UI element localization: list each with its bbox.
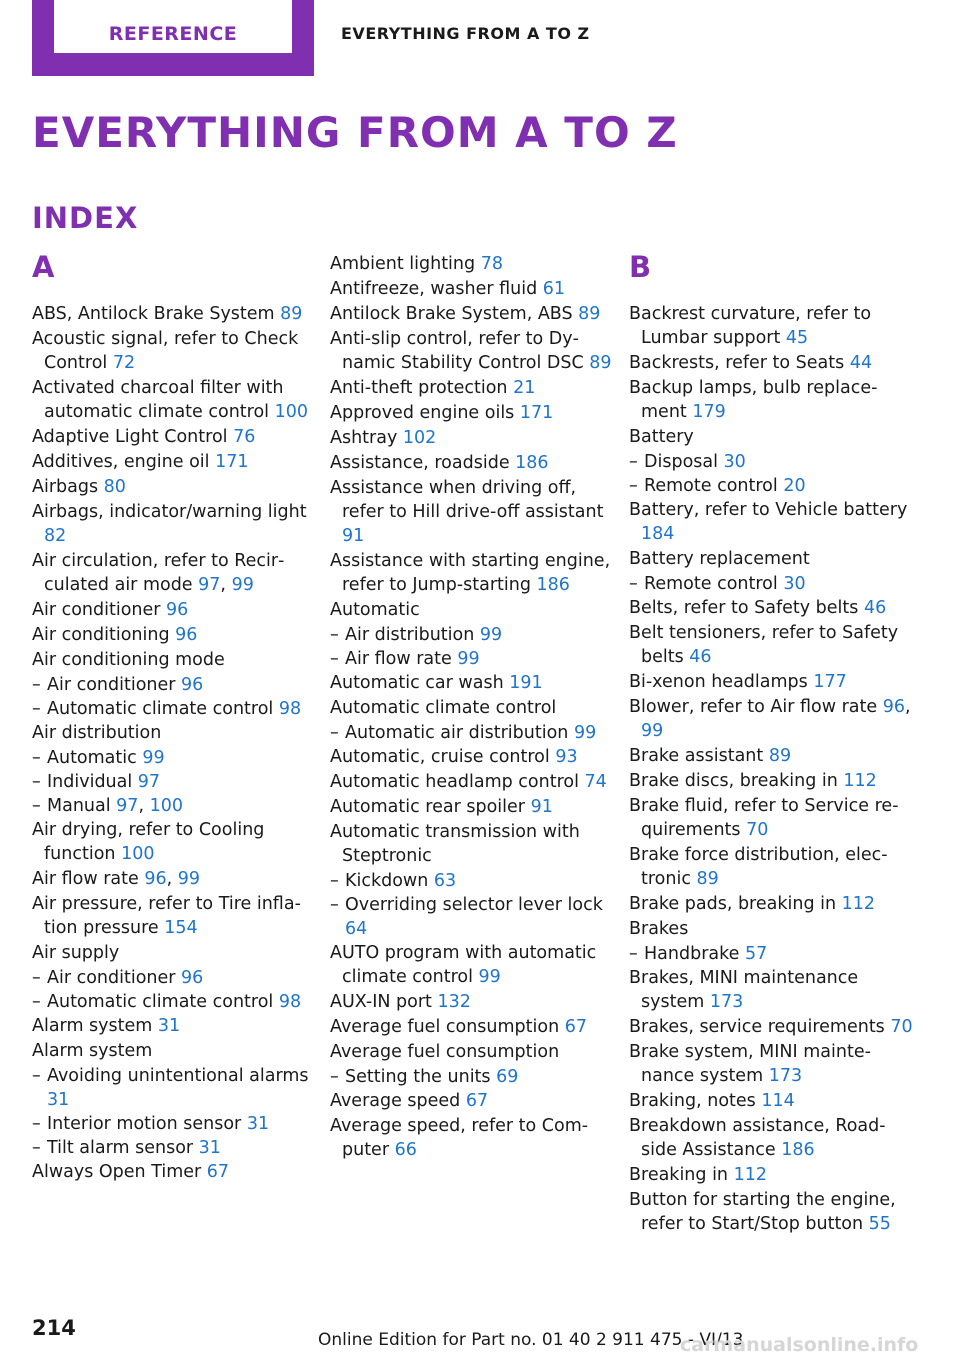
entry-text: AUX-IN port xyxy=(330,992,438,1012)
page-link[interactable]: 63 xyxy=(433,871,457,891)
entry-text: Remote control xyxy=(644,476,784,496)
dash-marker: – xyxy=(330,1067,339,1087)
page-link[interactable]: 67 xyxy=(564,1017,588,1037)
entry-text: Automatic xyxy=(330,600,420,620)
index-letter-heading: B xyxy=(629,250,652,284)
index-entry xyxy=(629,547,915,571)
edition-footer: Online Edition for Part no. 01 40 2 911 475 - VI/13 xyxy=(318,1330,744,1350)
page-link[interactable]: 76 xyxy=(233,427,256,447)
page-link[interactable]: 80 xyxy=(103,477,126,497)
page-link[interactable]: 89 xyxy=(696,869,719,889)
index-entry xyxy=(629,498,915,546)
dash-marker: – xyxy=(32,1066,41,1086)
page-link[interactable]: 46 xyxy=(689,647,712,667)
entry-text: Air conditioner xyxy=(32,600,167,620)
page-link[interactable]: 91 xyxy=(342,526,365,546)
entry-text: Airbags xyxy=(32,477,104,497)
entry-text: Automatic climate control xyxy=(47,699,279,719)
index-subentry xyxy=(32,1112,318,1136)
page-link[interactable]: 82 xyxy=(44,526,67,546)
index-entry xyxy=(32,623,318,647)
entry-text: Manual xyxy=(47,796,117,816)
index-entry xyxy=(629,670,915,694)
page-link[interactable]: 66 xyxy=(394,1140,417,1160)
entry-text: Assistance, roadside xyxy=(330,453,516,473)
entry-text: Setting the units xyxy=(345,1067,497,1087)
entry-text: Air conditioner xyxy=(47,968,182,988)
entry-text: Alarm system xyxy=(32,1041,153,1061)
dash-marker: – xyxy=(330,895,339,915)
index-entry xyxy=(330,696,616,720)
page-link[interactable]: 31 xyxy=(47,1090,70,1110)
page-link[interactable]: 100 xyxy=(121,844,155,864)
entry-text: Automatic climate control xyxy=(330,698,557,718)
index-entry xyxy=(629,1089,915,1113)
entry-text: Additives, engine oil xyxy=(32,452,216,472)
entry-text: Brake fluid, refer to Service requirements xyxy=(629,796,899,840)
index-entry xyxy=(330,451,616,475)
index-entry xyxy=(32,721,318,745)
index-entry xyxy=(330,1114,616,1162)
entry-text: Approved engine oils xyxy=(330,403,520,423)
index-heading: INDEX xyxy=(32,201,139,235)
index-entry xyxy=(32,376,318,424)
page-link[interactable]: 112 xyxy=(841,894,876,914)
index-subentry xyxy=(32,794,318,818)
index-entry xyxy=(32,425,318,449)
page-link[interactable]: 91 xyxy=(530,797,553,817)
page-link[interactable]: 44 xyxy=(849,353,873,373)
entry-text: Battery replacement xyxy=(629,549,810,569)
index-entry xyxy=(330,426,616,450)
entry-text: Average fuel consumption xyxy=(330,1042,560,1062)
index-entry xyxy=(32,867,318,891)
page-link[interactable]: 114 xyxy=(761,1091,795,1111)
entry-text: Air circulation, refer to Recirculated air mode xyxy=(32,551,285,595)
entry-text: Air conditioning xyxy=(32,625,176,645)
dash-marker: – xyxy=(32,675,41,695)
page-link[interactable]: 99 xyxy=(573,723,597,743)
entry-text: Airbags, indicator/warning light xyxy=(32,502,307,522)
index-entry xyxy=(32,1014,318,1038)
page-link[interactable]: 99 xyxy=(479,625,503,645)
page-link[interactable]: 89 xyxy=(768,746,792,766)
index-entry xyxy=(330,376,616,400)
index-entry xyxy=(330,252,616,276)
page-link[interactable]: 96 xyxy=(181,968,204,988)
header-section-title: EVERYTHING FROM A TO Z xyxy=(341,24,590,43)
entry-text: Automatic xyxy=(47,748,143,768)
page-separator: , xyxy=(904,697,911,717)
index-subentry xyxy=(330,893,616,941)
index-entry xyxy=(629,596,915,620)
index-subentry xyxy=(32,966,318,990)
index-entry xyxy=(629,376,915,424)
index-letter-heading: A xyxy=(32,250,55,284)
page-separator: , xyxy=(138,796,150,816)
entry-text: Automatic headlamp control xyxy=(330,772,585,792)
page-link[interactable]: 67 xyxy=(465,1091,489,1111)
page-link[interactable]: 191 xyxy=(509,673,543,693)
index-entry xyxy=(629,966,915,1014)
page-link[interactable]: 99 xyxy=(142,748,165,768)
page-link[interactable]: 74 xyxy=(584,772,607,792)
page-link[interactable]: 100 xyxy=(149,796,183,816)
index-entry xyxy=(330,277,616,301)
entry-text: Air supply xyxy=(32,943,120,963)
index-column-2 xyxy=(330,252,616,1163)
dash-marker: – xyxy=(330,649,339,669)
entry-text: Brakes, MINI maintenance system xyxy=(629,968,859,1012)
page-link[interactable]: 70 xyxy=(746,820,769,840)
index-entry xyxy=(32,1039,318,1063)
entry-text: Air conditioning mode xyxy=(32,650,225,670)
dash-marker: – xyxy=(32,1114,41,1134)
page-link[interactable]: 99 xyxy=(478,967,501,987)
index-entry xyxy=(32,450,318,474)
page-link[interactable]: 21 xyxy=(513,378,536,398)
entry-text: Always Open Timer xyxy=(32,1162,207,1182)
page-link[interactable]: 96 xyxy=(175,625,198,645)
entry-text: Anti-theft protection xyxy=(330,378,514,398)
page-link[interactable]: 61 xyxy=(542,279,566,299)
index-subentry xyxy=(32,746,318,770)
page-number: 214 xyxy=(32,1316,76,1340)
index-entry xyxy=(629,744,915,768)
index-entry xyxy=(629,1188,915,1236)
entry-text: Air distribution xyxy=(32,723,162,743)
reference-tab[interactable] xyxy=(32,0,314,76)
entry-text: Breaking in xyxy=(629,1165,734,1185)
index-subentry xyxy=(330,869,616,893)
entry-text: Average fuel consumption xyxy=(330,1017,565,1037)
index-entry xyxy=(32,549,318,597)
index-entry xyxy=(629,917,915,941)
entry-text: AUTO program with automatic climate control xyxy=(330,943,597,987)
entry-text: Bi-xenon headlamps xyxy=(629,672,814,692)
entry-text: Average speed, refer to Computer xyxy=(330,1116,589,1160)
index-subentry xyxy=(629,450,915,474)
entry-text: Belts, refer to Safety belts xyxy=(629,598,864,618)
index-entry xyxy=(629,351,915,375)
index-entry xyxy=(32,818,318,866)
dash-marker: – xyxy=(32,796,41,816)
index-entry xyxy=(330,549,616,597)
page-link[interactable]: 57 xyxy=(744,944,768,964)
entry-text: Brake system, MINI maintenance system xyxy=(629,1042,871,1086)
page-link[interactable]: 89 xyxy=(280,304,303,324)
index-entry xyxy=(629,769,915,793)
index-entry xyxy=(629,621,915,669)
page-link[interactable]: 69 xyxy=(496,1067,519,1087)
page-link[interactable]: 112 xyxy=(843,771,877,791)
entry-text: Antifreeze, washer fluid xyxy=(330,279,543,299)
index-entry xyxy=(629,794,915,842)
index-entry xyxy=(330,820,616,868)
dash-marker: – xyxy=(32,992,41,1012)
page-link[interactable]: 89 xyxy=(589,353,612,373)
index-entry xyxy=(32,892,318,940)
entry-text: Automatic, cruise control xyxy=(330,747,556,767)
entry-text: Brake pads, breaking in xyxy=(629,894,842,914)
page-link[interactable]: 173 xyxy=(709,992,744,1012)
index-subentry xyxy=(330,721,616,745)
entry-text: Air pressure, refer to Tire inflation pressure xyxy=(32,894,301,938)
page-link[interactable]: 186 xyxy=(536,575,570,595)
dash-marker: – xyxy=(32,748,41,768)
entry-text: Avoiding unintentional alarms xyxy=(47,1066,309,1086)
index-entry xyxy=(330,795,616,819)
page-link[interactable]: 72 xyxy=(112,353,136,373)
index-subentry xyxy=(32,770,318,794)
page-link[interactable]: 177 xyxy=(813,672,847,692)
page-link[interactable]: 99 xyxy=(457,649,480,669)
entry-text: Ashtray xyxy=(330,428,403,448)
page-link[interactable]: 171 xyxy=(215,452,249,472)
entry-text: Antilock Brake System, ABS xyxy=(330,304,579,324)
index-entry xyxy=(32,1160,318,1184)
page-link[interactable]: 173 xyxy=(768,1066,803,1086)
index-entry xyxy=(330,745,616,769)
page-link[interactable]: 55 xyxy=(868,1214,891,1234)
page-link[interactable]: 132 xyxy=(437,992,471,1012)
dash-marker: – xyxy=(629,574,638,594)
entry-text: Automatic climate control xyxy=(47,992,279,1012)
index-subentry xyxy=(330,647,616,671)
page-link[interactable]: 98 xyxy=(278,992,302,1012)
entry-text: Kickdown xyxy=(345,871,434,891)
entry-text: Assistance when driving off, refer to Hill drive-off assistant xyxy=(330,478,604,522)
dash-marker: – xyxy=(32,772,41,792)
page-link[interactable]: 184 xyxy=(641,524,675,544)
page-link[interactable]: 96 xyxy=(181,675,204,695)
entry-text: Belt tensioners, refer to Safety belts xyxy=(629,623,899,667)
entry-text: Breakdown assistance, Roadside Assistance xyxy=(629,1116,886,1160)
index-entry xyxy=(629,695,915,743)
reference-tab-label: REFERENCE xyxy=(54,0,292,53)
index-entry xyxy=(330,770,616,794)
index-subentry xyxy=(32,673,318,697)
entry-text: Backrests, refer to Seats xyxy=(629,353,850,373)
index-entry xyxy=(330,327,616,375)
page-link[interactable]: 96 xyxy=(166,600,189,620)
entry-text: Air distribution xyxy=(345,625,480,645)
entry-text: Backrest curvature, refer to Lumbar support xyxy=(629,304,872,348)
page-link[interactable]: 93 xyxy=(555,747,578,767)
index-entry xyxy=(32,327,318,375)
page-link[interactable]: 97 xyxy=(137,772,161,792)
entry-text: Blower, refer to Air flow rate xyxy=(629,697,883,717)
page-title: EVERYTHING FROM A TO Z xyxy=(32,108,678,157)
dash-marker: – xyxy=(32,1138,41,1158)
index-entry xyxy=(330,476,616,548)
entry-text: Alarm system xyxy=(32,1016,158,1036)
entry-text: Braking, notes xyxy=(629,1091,762,1111)
entry-text: Activated charcoal filter with automatic climate control xyxy=(32,378,284,422)
entry-text: Brakes xyxy=(629,919,689,939)
entry-text: Adaptive Light Control xyxy=(32,427,234,447)
entry-text: Air conditioner xyxy=(47,675,182,695)
page-link[interactable]: 30 xyxy=(783,574,806,594)
page-link[interactable]: 70 xyxy=(890,1017,913,1037)
index-subentry xyxy=(32,1064,318,1112)
page-link[interactable]: 99 xyxy=(641,721,664,741)
page-link[interactable]: 89 xyxy=(578,304,601,324)
entry-text: Brake force distribution, electronic xyxy=(629,845,888,889)
index-entry xyxy=(330,1015,616,1039)
page-link[interactable]: 179 xyxy=(692,402,726,422)
watermark: carmanualsonline.info xyxy=(680,1334,919,1356)
dash-marker: – xyxy=(32,968,41,988)
entry-text: Air flow rate xyxy=(32,869,145,889)
entry-text: Battery, refer to Vehicle battery xyxy=(629,500,908,520)
index-entry xyxy=(330,1040,616,1064)
index-entry xyxy=(32,475,318,499)
page-link[interactable]: 45 xyxy=(785,328,809,348)
index-subentry xyxy=(629,942,915,966)
page-link[interactable]: 99 xyxy=(231,575,254,595)
index-entry xyxy=(330,302,616,326)
page-link[interactable]: 186 xyxy=(781,1140,815,1160)
entry-text: Brake assistant xyxy=(629,746,769,766)
entry-text: Remote control xyxy=(644,574,784,594)
page-link[interactable]: 154 xyxy=(164,918,198,938)
index-entry xyxy=(32,598,318,622)
index-entry xyxy=(629,1040,915,1088)
entry-text: Brakes, service requirements xyxy=(629,1017,891,1037)
entry-text: Button for starting the engine, refer to Start/Stop button xyxy=(629,1190,896,1234)
index-entry xyxy=(629,1114,915,1162)
page-link[interactable]: 30 xyxy=(723,452,746,472)
dash-marker: – xyxy=(330,871,339,891)
entry-text: Battery xyxy=(629,427,694,447)
page-link[interactable]: 97 xyxy=(116,796,139,816)
index-entry xyxy=(330,671,616,695)
entry-text: Handbrake xyxy=(644,944,745,964)
index-subentry xyxy=(32,1136,318,1160)
page-link[interactable]: 31 xyxy=(157,1016,181,1036)
page-link[interactable]: 100 xyxy=(274,402,308,422)
page-link[interactable]: 112 xyxy=(733,1165,767,1185)
index-entry xyxy=(629,892,915,916)
entry-text: Individual xyxy=(47,772,138,792)
page-separator: , xyxy=(166,869,178,889)
dash-marker: – xyxy=(629,944,638,964)
page-link[interactable]: 99 xyxy=(177,869,201,889)
index-subentry xyxy=(330,623,616,647)
page-link[interactable]: 97 xyxy=(198,575,221,595)
page-link[interactable]: 98 xyxy=(278,699,302,719)
index-entry xyxy=(330,1089,616,1113)
page-link[interactable]: 67 xyxy=(206,1162,230,1182)
entry-text: Automatic car wash xyxy=(330,673,510,693)
index-column-3 xyxy=(629,252,915,1237)
index-subentry xyxy=(32,697,318,721)
page-link[interactable]: 31 xyxy=(198,1138,221,1158)
entry-text: Average speed xyxy=(330,1091,466,1111)
page-link[interactable]: 186 xyxy=(515,453,549,473)
page-link[interactable]: 78 xyxy=(480,254,503,274)
entry-text: Interior motion sensor xyxy=(47,1114,247,1134)
entry-text: Assistance with starting engine, refer to Jump-starting xyxy=(330,551,611,595)
index-entry xyxy=(32,648,318,672)
entry-text: Air flow rate xyxy=(345,649,458,669)
index-entry xyxy=(629,302,915,350)
index-subentry xyxy=(330,1065,616,1089)
page-link[interactable]: 46 xyxy=(863,598,887,618)
index-entry xyxy=(629,843,915,891)
entry-text: Automatic rear spoiler xyxy=(330,797,531,817)
index-column-1 xyxy=(32,252,318,1185)
page-link[interactable]: 96 xyxy=(144,869,167,889)
entry-text: Ambient lighting xyxy=(330,254,481,274)
entry-text: Acoustic signal, refer to Check Control xyxy=(32,329,299,373)
index-entry xyxy=(629,1015,915,1039)
dash-marker: – xyxy=(330,625,339,645)
index-subentry xyxy=(629,572,915,596)
page-link[interactable]: 31 xyxy=(246,1114,270,1134)
entry-text: Anti-slip control, refer to Dynamic Stability Control DSC xyxy=(330,329,590,373)
dash-marker: – xyxy=(629,476,638,496)
dash-marker: – xyxy=(32,699,41,719)
index-entry xyxy=(330,990,616,1014)
index-entry xyxy=(330,598,616,622)
entry-text: Brake discs, breaking in xyxy=(629,771,844,791)
dash-marker: – xyxy=(330,723,339,743)
dash-marker: – xyxy=(629,452,638,472)
index-subentry xyxy=(32,990,318,1014)
entry-text: Tilt alarm sensor xyxy=(47,1138,199,1158)
index-entry xyxy=(629,1163,915,1187)
page-link[interactable]: 171 xyxy=(519,403,554,423)
index-entry xyxy=(330,401,616,425)
index-entry xyxy=(629,425,915,449)
entry-text: Overriding selector lever lock xyxy=(345,895,603,915)
page-link[interactable]: 20 xyxy=(783,476,806,496)
entry-text: Disposal xyxy=(644,452,724,472)
index-subentry xyxy=(629,474,915,498)
index-entry xyxy=(32,500,318,548)
entry-text: ABS, Antilock Brake System xyxy=(32,304,281,324)
page-link[interactable]: 64 xyxy=(345,919,368,939)
page-separator: , xyxy=(220,575,232,595)
entry-text: Automatic transmission with Steptronic xyxy=(330,822,580,866)
page-link[interactable]: 96 xyxy=(882,697,905,717)
page-link[interactable]: 102 xyxy=(402,428,437,448)
index-entry xyxy=(330,941,616,989)
entry-text: Air drying, refer to Cooling function xyxy=(32,820,265,864)
entry-text: Backup lamps, bulb replacement xyxy=(629,378,878,422)
index-entry xyxy=(32,302,318,326)
index-entry xyxy=(32,941,318,965)
entry-text: Automatic air distribution xyxy=(345,723,574,743)
